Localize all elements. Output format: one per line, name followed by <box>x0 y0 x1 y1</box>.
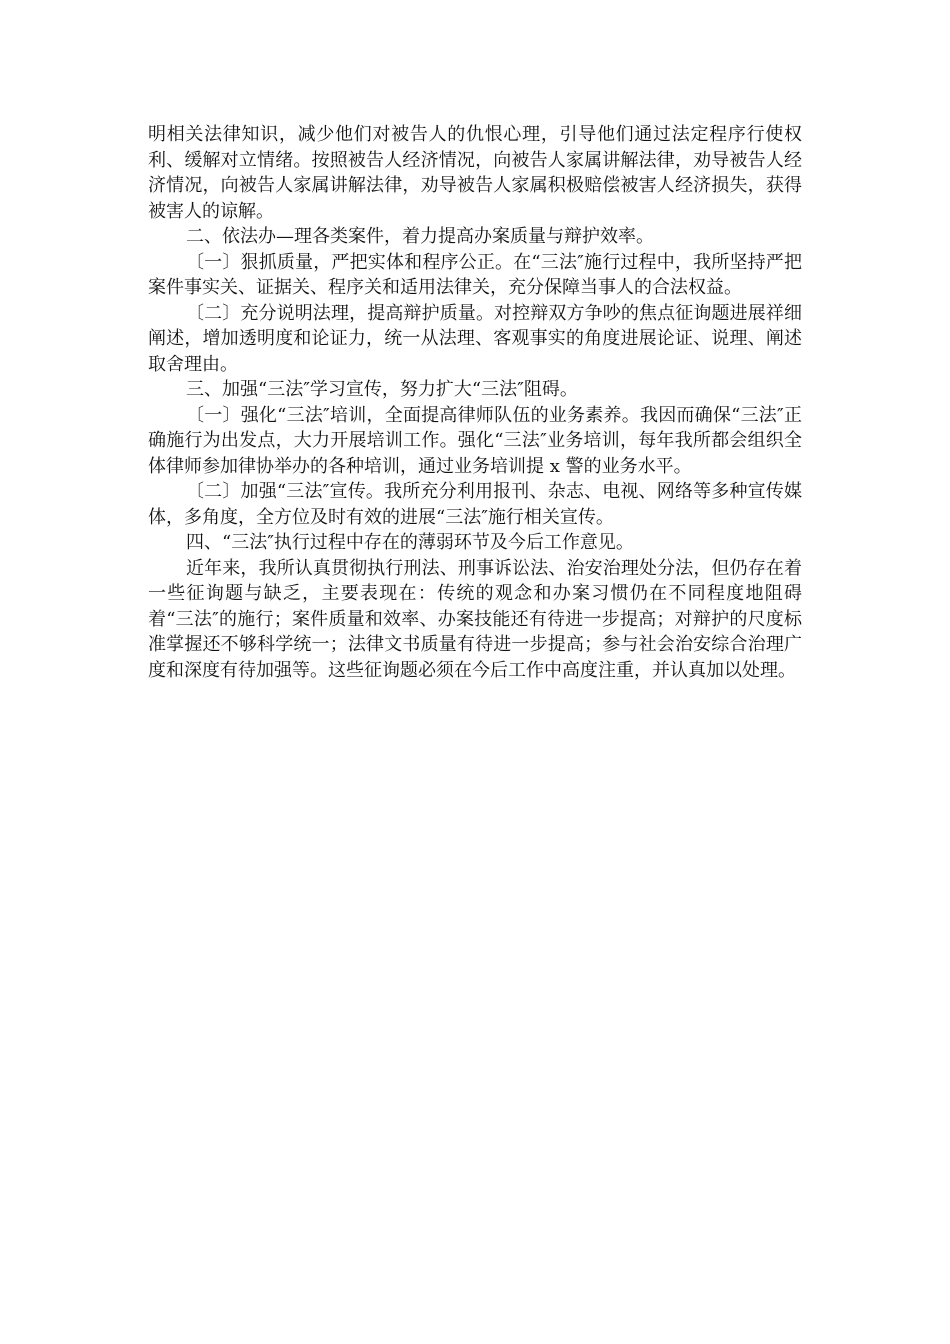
document-body <box>148 122 802 683</box>
paragraph-2-2: 〔二〕充分说明法理，提高辩护质量。对控辩双方争吵的焦点征询题进展祥细阐述，增加透明度和论证力，统一从法理、客观事实的角度进展论证、说理、阐述取舍理由。 <box>148 302 802 375</box>
paragraph-2-1: 〔一〕狠抓质量，严把实体和程序公正。在“三法″施行过程中，我所坚持严把案件事实关、证据关、程序关和适用法律关，充分保障当事人的合法权益。 <box>148 251 802 298</box>
section-heading-4: 四、“三法″执行过程中存在的薄弱环节及今后工作意见。 <box>186 532 634 553</box>
section-heading-2: 二、依法办—理各类案件，着力提高办案质量与辩护效率。 <box>186 226 654 247</box>
section-heading-3: 三、加强“三法″学习宣传，努力扩大“三法″阻碍。 <box>186 379 578 400</box>
paragraph-4-1: 近年来，我所认真贯彻执行刑法、刑事诉讼法、治安治理处分法，但仍存在着一些征询题与缺乏，主要表现在：传统的观念和办案习惯仍在不同程度地阻碍着“三法″的施行；案件质量和效率、办案技能还有待进一步提高；对辩护的尺度标准掌握还不够科学统一；法律文书质量有待进一步提高；参与社会治安综合治理广度和深度有待加强等。这些征询题必须在今后工作中高度注重，并认真加以处理。 <box>148 557 802 681</box>
paragraph-3-1: 〔一〕强化“三法″培训，全面提高律师队伍的业务素养。我因而确保“三法″正确施行为出发点，大力开展培训工作。强化“三法″业务培训，每年我所都会组织全体律师参加律协举办的各种培训，通过业务培训提 x 警的业务水平。 <box>148 404 802 477</box>
paragraph-3-2: 〔二〕加强“三法″宣传。我所充分利用报刊、杂志、电视、网络等多种宣传媒体，多角度，全方位及时有效的进展“三法″施行相关宣传。 <box>148 481 802 528</box>
paragraph-continuation: 明相关法律知识，减少他们对被告人的仇恨心理，引导他们通过法定程序行使权利、缓解对立情绪。按照被告人经济情况，向被告人家属讲解法律，劝导被告人经济情况，向被告人家属讲解法律，劝导被告人家属积极赔偿被害人经济损失，获得被害人的谅解。 <box>148 124 802 222</box>
